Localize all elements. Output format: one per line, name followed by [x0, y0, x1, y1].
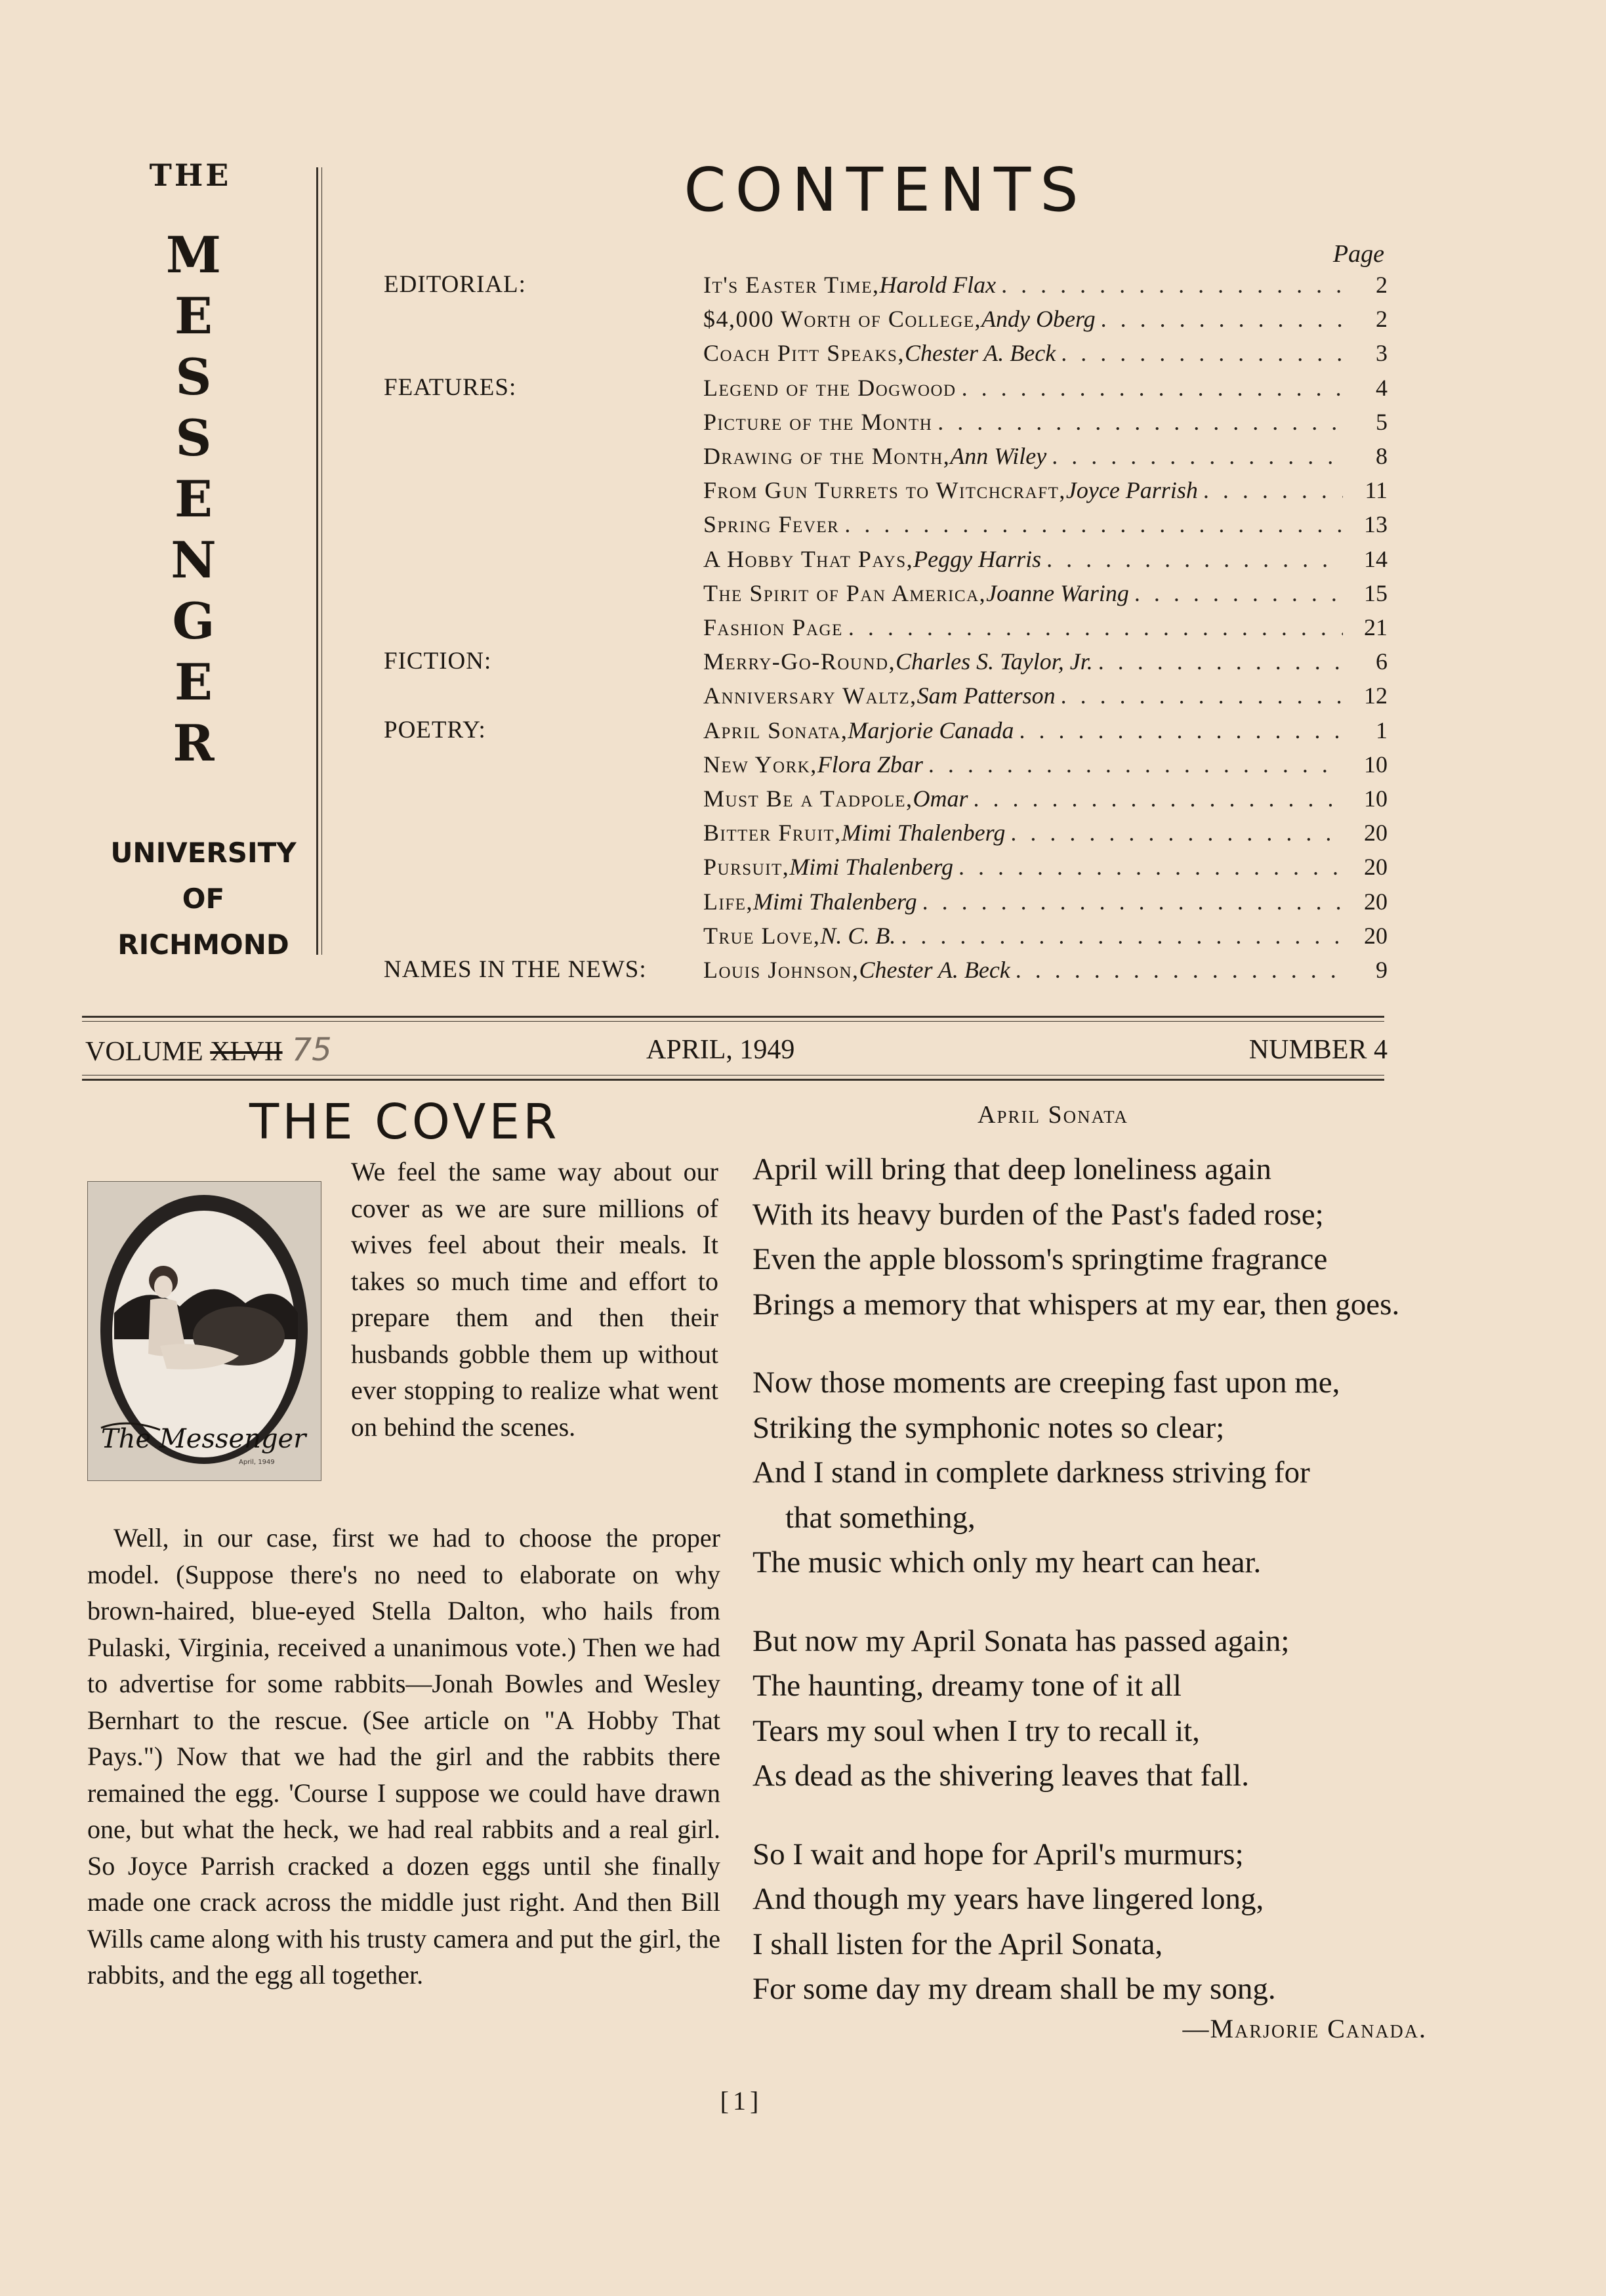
- toc-page-number: 3: [1376, 340, 1388, 367]
- poem-line: As dead as the shivering leaves that fall.: [752, 1759, 1249, 1793]
- toc-entry: [703, 610, 1388, 644]
- toc-entry: [703, 542, 1388, 576]
- toc-article-title: Legend of the Dogwood: [703, 374, 957, 401]
- toc-leader-dots: [937, 405, 1343, 439]
- toc-entry: [703, 439, 1388, 473]
- toc-leader-dots: [1010, 816, 1343, 850]
- issue-date: APRIL, 1949: [646, 1035, 795, 1065]
- masthead-title: [92, 224, 315, 774]
- toc-leader-dots: [1061, 336, 1343, 370]
- toc-author: Mimi Thalenberg: [753, 888, 917, 915]
- toc-leader-dots: [974, 782, 1343, 816]
- toc-page-number: 10: [1364, 785, 1388, 812]
- toc-leader-dots: [1052, 439, 1343, 473]
- toc-page-number: 20: [1364, 854, 1388, 881]
- toc-leader-dots: [1019, 713, 1343, 747]
- toc-author: N. C. B.: [820, 922, 896, 949]
- rule: [82, 1016, 1384, 1018]
- toc-page-number: 15: [1364, 579, 1388, 606]
- toc-page-number: 11: [1365, 477, 1388, 504]
- toc-article-title: Life,: [703, 888, 753, 915]
- toc-article-title: Must Be a Tadpole,: [703, 785, 913, 812]
- toc-row: [384, 850, 1388, 884]
- toc-leader-dots: [962, 371, 1343, 405]
- toc-article-title: Anniversary Waltz,: [703, 682, 917, 709]
- masthead-letter: E: [175, 470, 213, 528]
- toc-leader-dots: [1203, 473, 1343, 507]
- masthead-letter: M: [165, 226, 222, 284]
- toc-author: Joyce Parrish: [1065, 477, 1198, 504]
- toc-article-title: April Sonata,: [703, 717, 848, 743]
- toc-entry: [703, 371, 1388, 405]
- toc-leader-dots: [901, 919, 1343, 953]
- poem-stanza: [752, 1619, 1533, 1799]
- toc-section-label: FICTION:: [384, 648, 492, 675]
- toc-page-number: 20: [1364, 922, 1388, 949]
- toc-leader-dots: [1134, 576, 1343, 610]
- toc-entry: [703, 747, 1388, 782]
- cover-paragraph: Well, in our case, first we had to choose the proper model. (Suppose there's no need to elaborate on why brown-haired, blue-eyed Stella Dalton, who hails from Pulaski, Virginia, received a unanimous vote.) Then we had to advertise for some rabbits—Jonah Bowles and Wesley Bernhart to the rescue. (See article on "A Hobby That Pays.") Now that we had the girl and the rabbits there remained the egg. 'Course I suppose we could have drawn one, but what the heck, we had real rabbits and a real girl. So Joyce Parrish cracked a dozen eggs until she finally made one crack across the middle just right. And then Bill Wills came along with his trusty camera and put the girl, the rabbits, and the egg all together.: [87, 1523, 720, 1990]
- toc-page-number: 14: [1364, 545, 1388, 572]
- toc-entry: [703, 713, 1388, 747]
- toc-entry: [703, 678, 1388, 713]
- poem-line: Striking the symphonic notes so clear;: [752, 1410, 1225, 1445]
- toc-author: Joanne Waring: [986, 579, 1129, 606]
- toc-section-label: POETRY:: [384, 716, 486, 743]
- masthead-letter: E: [175, 653, 213, 711]
- cover-caption: The Messenger: [101, 1424, 306, 1454]
- toc-page-number: 20: [1364, 888, 1388, 915]
- toc-page-number: 8: [1376, 443, 1388, 469]
- toc-author: Andy Oberg: [981, 306, 1096, 333]
- volume-label: [85, 1030, 332, 1072]
- masthead-letter: G: [172, 592, 215, 650]
- poem-line: For some day my dream shall be my song.: [752, 1972, 1276, 2006]
- toc-row: [384, 371, 1388, 405]
- toc-section-label: NAMES IN THE NEWS:: [384, 956, 647, 983]
- toc-leader-dots: [958, 850, 1343, 884]
- toc-author: Flora Zbar: [817, 751, 923, 778]
- toc-leader-dots: [1101, 302, 1343, 336]
- toc-entry: [703, 850, 1388, 884]
- toc-entry: [703, 644, 1388, 678]
- poem-stanza: [752, 1360, 1533, 1585]
- toc-entry: [703, 782, 1388, 816]
- toc-page-number: 5: [1376, 408, 1388, 435]
- poem-line: that something,: [785, 1500, 976, 1535]
- toc-article-title: From Gun Turrets to Witchcraft,: [703, 477, 1066, 504]
- toc-author: Chester A. Beck: [904, 340, 1056, 367]
- toc-row: [384, 816, 1388, 850]
- toc-row: [384, 405, 1388, 439]
- masthead-letter: R: [173, 714, 215, 772]
- toc-section-label: FEATURES:: [384, 373, 517, 401]
- toc-page-number: 13: [1364, 511, 1388, 538]
- toc-entry: [703, 336, 1388, 370]
- toc-author: Charles S. Taylor, Jr.: [896, 648, 1093, 675]
- toc-page-number: 4: [1376, 374, 1388, 401]
- poem-line: April will bring that deep loneliness again: [752, 1152, 1271, 1186]
- toc-author: Mimi Thalenberg: [789, 854, 953, 881]
- toc-leader-dots: [928, 747, 1343, 782]
- toc-page-number: 2: [1376, 272, 1388, 298]
- volume-band: [85, 1030, 1388, 1070]
- toc-author: Chester A. Beck: [859, 957, 1010, 983]
- toc-row: [384, 713, 1388, 747]
- toc-section-label: EDITORIAL:: [384, 271, 526, 298]
- poem-signature: —Marjorie Canada.: [1182, 2014, 1427, 2043]
- toc-row: [384, 678, 1388, 713]
- poem-line: Brings a memory that whispers at my ear, then goes.: [752, 1287, 1400, 1322]
- contents-title: CONTENTS: [684, 155, 1088, 225]
- toc-page-number: 1: [1376, 717, 1388, 743]
- toc-article-title: The Spirit of Pan America,: [703, 579, 987, 606]
- poem-line: And though my years have lingered long,: [752, 1882, 1264, 1916]
- toc-page-number: 9: [1376, 957, 1388, 983]
- toc-entry: [703, 816, 1388, 850]
- toc-leader-dots: [1061, 678, 1343, 713]
- toc-row: [384, 507, 1388, 541]
- toc-article-title: $4,000 Worth of College,: [703, 306, 982, 333]
- toc-article-title: Coach Pitt Speaks,: [703, 340, 905, 367]
- university-line: OF: [182, 883, 225, 915]
- toc-row: [384, 439, 1388, 473]
- toc-page-number: 12: [1364, 682, 1388, 709]
- volume-text: VOLUME: [85, 1037, 211, 1067]
- column-divider: [321, 167, 322, 955]
- toc-author: Mimi Thalenberg: [841, 820, 1006, 846]
- poem-line: Now those moments are creeping fast upon me,: [752, 1366, 1340, 1400]
- toc-entry: [703, 953, 1388, 987]
- toc-entry: [703, 885, 1388, 919]
- toc-entry: [703, 302, 1388, 336]
- cover-paragraph: We feel the same way about our cover as we are sure millions of wives feel about their meals. It takes so much time and effort to prepare them and then their husbands gobble them up without ever stopping to realize what went on behind the scenes.: [351, 1157, 718, 1442]
- toc-row: [384, 644, 1388, 678]
- university-line: RICHMOND: [117, 929, 289, 961]
- toc-leader-dots: [922, 885, 1343, 919]
- toc-entry: [703, 576, 1388, 610]
- toc-page-number: 10: [1364, 751, 1388, 778]
- university-line: UNIVERSITY: [110, 837, 297, 869]
- toc-author: Harold Flax: [879, 272, 997, 298]
- toc-leader-dots: [844, 507, 1343, 541]
- toc-article-title: Fashion Page: [703, 614, 843, 640]
- page-column-label: Page: [1332, 240, 1384, 268]
- toc-article-title: Pursuit,: [703, 854, 790, 881]
- toc-entry: [703, 919, 1388, 953]
- poem-line: But now my April Sonata has passed again;: [752, 1623, 1290, 1658]
- toc-row: [384, 473, 1388, 507]
- masthead-the: THE: [149, 157, 232, 193]
- toc-row: [384, 919, 1388, 953]
- cover-heading: THE COVER: [249, 1094, 560, 1150]
- toc-row: [384, 336, 1388, 370]
- poem-line: The music which only my heart can hear.: [752, 1545, 1262, 1579]
- toc-author: Peggy Harris: [913, 545, 1042, 572]
- toc-article-title: Merry-Go-Round,: [703, 648, 896, 675]
- toc-page-number: 20: [1364, 820, 1388, 846]
- toc-entry: [703, 405, 1388, 439]
- masthead-letter: E: [175, 287, 213, 345]
- university-name: [92, 830, 315, 968]
- poem-stanza: [752, 1147, 1533, 1327]
- handwritten-volume: 75: [291, 1032, 332, 1068]
- toc-author: Ann Wiley: [950, 443, 1047, 469]
- masthead-letter: S: [175, 348, 212, 406]
- issue-number: NUMBER 4: [1248, 1035, 1388, 1065]
- toc-row: [384, 782, 1388, 816]
- masthead-letter: N: [171, 531, 216, 589]
- toc-article-title: A Hobby That Pays,: [703, 545, 914, 572]
- poem-line: Even the apple blossom's springtime fragrance: [752, 1242, 1328, 1276]
- rule: [82, 1021, 1384, 1022]
- toc-row: [384, 610, 1388, 644]
- toc-author: Sam Patterson: [916, 682, 1056, 709]
- poem-stanza: [752, 1832, 1533, 2012]
- toc-article-title: True Love,: [703, 922, 821, 949]
- toc-article-title: New York,: [703, 751, 817, 778]
- cover-thumbnail: [87, 1181, 321, 1481]
- masthead: [92, 157, 315, 774]
- toc-article-title: Spring Fever: [703, 511, 840, 538]
- toc-entry: [703, 507, 1388, 541]
- toc-row: [384, 302, 1388, 336]
- toc-article-title: Louis Johnson,: [703, 957, 859, 983]
- toc-article-title: It's Easter Time,: [703, 272, 880, 298]
- toc-page-number: 2: [1376, 306, 1388, 333]
- toc-page-number: 21: [1364, 614, 1388, 640]
- poem-line: I shall listen for the April Sonata,: [752, 1927, 1163, 1961]
- toc-leader-dots: [848, 610, 1343, 644]
- poem-line: Tears my soul when I try to recall it,: [752, 1713, 1200, 1748]
- poem-title: April Sonata: [978, 1101, 1128, 1129]
- toc-leader-dots: [1046, 542, 1343, 576]
- poem-line: The haunting, dreamy tone of it all: [752, 1669, 1182, 1703]
- toc-leader-dots: [1001, 268, 1343, 302]
- toc-row: [384, 953, 1388, 987]
- toc-row: [384, 885, 1388, 919]
- toc-entry: [703, 473, 1388, 507]
- toc-row: [384, 747, 1388, 782]
- poem: [752, 1147, 1533, 2045]
- rule: [82, 1079, 1384, 1081]
- toc-row: [384, 576, 1388, 610]
- poem-line: So I wait and hope for April's murmurs;: [752, 1837, 1244, 1871]
- toc-author: Marjorie Canada: [848, 717, 1014, 743]
- page-number: [1]: [720, 2086, 763, 2116]
- toc-leader-dots: [1016, 953, 1343, 987]
- toc-author: Omar: [913, 785, 968, 812]
- volume-roman: XLVII: [210, 1037, 283, 1067]
- column-divider: [316, 167, 318, 955]
- toc-row: [384, 268, 1388, 302]
- poem-line: With its heavy burden of the Past's faded rose;: [752, 1197, 1324, 1232]
- toc-leader-dots: [1098, 644, 1343, 678]
- toc-entry: [703, 268, 1388, 302]
- masthead-letter: S: [175, 409, 212, 467]
- toc-page-number: 6: [1376, 648, 1388, 675]
- toc-article-title: Drawing of the Month,: [703, 443, 951, 469]
- cover-date: April, 1949: [239, 1459, 275, 1466]
- toc-row: [384, 542, 1388, 576]
- poem-line: And I stand in complete darkness striving for: [752, 1455, 1310, 1490]
- toc-article-title: Bitter Fruit,: [703, 820, 842, 846]
- toc-article-title: Picture of the Month: [703, 408, 933, 435]
